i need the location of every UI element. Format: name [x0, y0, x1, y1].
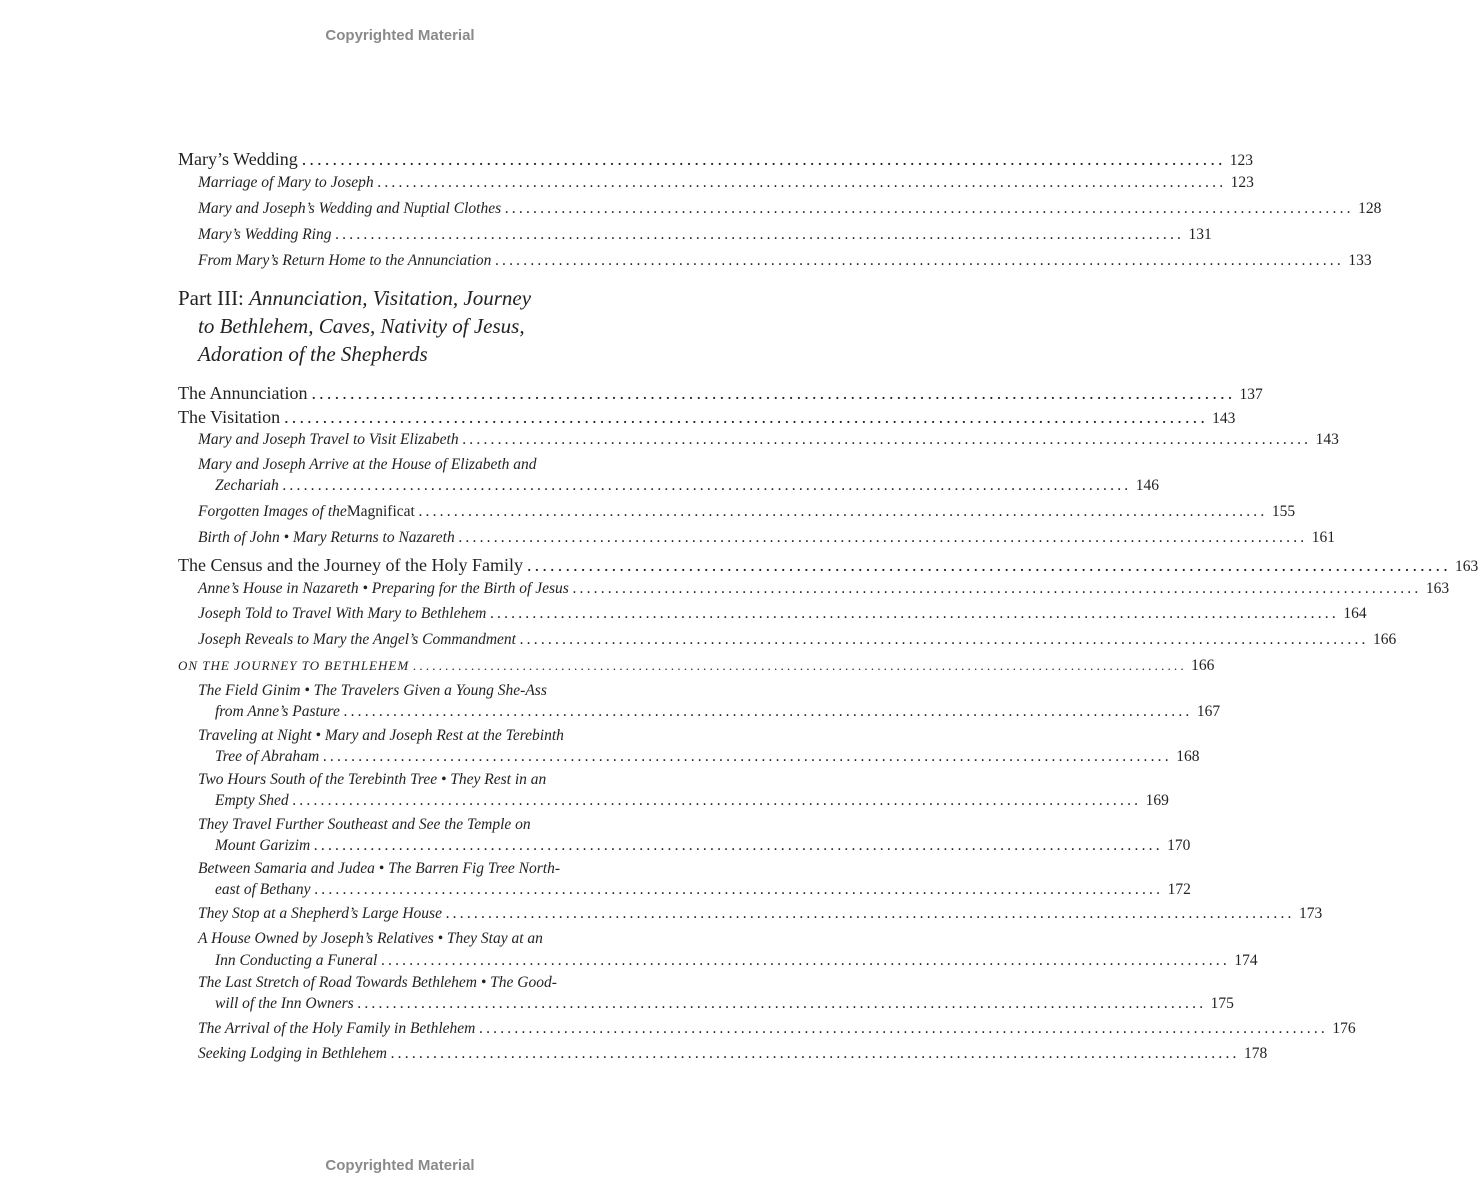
toc-entry[interactable]	[198, 860, 645, 878]
dot-leader: ........................................................................................................................	[413, 658, 1188, 673]
toc-page-number: 137	[1239, 386, 1263, 403]
toc-entry-title: The Visitation	[178, 407, 281, 427]
toc-entry[interactable]	[198, 682, 645, 700]
toc-entry-title: The Field Ginim • The Travelers Given a Young She-Ass	[198, 682, 547, 699]
dot-leader: ........................................................................................................................	[343, 703, 1193, 720]
toc-entry[interactable]	[198, 252, 1372, 270]
toc-page-number: 175	[1210, 995, 1234, 1012]
toc-entry[interactable]	[198, 503, 1296, 521]
dot-leader: ........................................................................................................................	[390, 1045, 1240, 1062]
toc-entry[interactable]	[215, 792, 1169, 810]
dot-leader: ........................................................................................................................	[519, 631, 1369, 648]
dot-leader: ........................................................................................................................	[418, 503, 1268, 520]
toc-page-number: 128	[1358, 200, 1382, 217]
toc-page-number: 166	[1191, 657, 1215, 674]
toc-entry[interactable]	[198, 974, 645, 992]
toc-entry[interactable]	[215, 748, 1200, 766]
dot-leader: ........................................................................................................................	[284, 407, 1209, 427]
toc-page-number: 123	[1230, 174, 1254, 191]
toc-page-number: 155	[1271, 503, 1296, 520]
part-prefix: Part III:	[178, 286, 250, 310]
toc-entry[interactable]	[198, 727, 645, 745]
part-title-line: Annunciation, Visitation, Journey	[249, 286, 532, 310]
toc-entry-title: Zechariah	[215, 477, 279, 494]
toc-page-number: 178	[1243, 1045, 1268, 1062]
toc-entry-title: They Stop at a Shepherd’s Large House	[198, 905, 442, 922]
toc-entry-title: Marriage of Mary to Joseph	[198, 174, 374, 191]
toc-entry-title: from Anne’s Pasture	[215, 703, 340, 720]
toc-entry-title: Forgotten Images of the	[198, 503, 347, 520]
toc-page-number: 146	[1135, 477, 1159, 494]
toc-entry-title: Mary’s Wedding Ring	[198, 226, 332, 243]
toc-entry[interactable]	[198, 226, 1212, 244]
toc-entry[interactable]	[198, 605, 1367, 623]
toc-page-number: 164	[1343, 605, 1367, 622]
toc-page-number: 163	[1425, 580, 1450, 597]
toc-entry-title: Anne’s House in Nazareth • Preparing for the Birth of Jesus	[198, 580, 569, 597]
toc-entry[interactable]	[178, 149, 1253, 170]
toc-entry-title: east of Bethany	[215, 881, 311, 898]
toc-entry-title: They Travel Further Southeast and See the Temple on	[198, 816, 531, 833]
dot-leader: ........................................................................................................................	[335, 226, 1185, 243]
toc-entry[interactable]	[178, 407, 1236, 428]
toc-page-number: 143	[1315, 431, 1339, 448]
dot-leader: ........................................................................................................................	[458, 529, 1308, 546]
dot-leader: ........................................................................................................................	[314, 837, 1164, 854]
toc-page-number: 163	[1454, 558, 1478, 575]
toc-entry[interactable]	[215, 477, 1159, 495]
toc-entry-title: The Census and the Journey of the Holy Family	[178, 555, 523, 575]
toc-entry-title: Two Hours South of the Terebinth Tree • They Rest in an	[198, 771, 547, 788]
toc-entry[interactable]	[198, 174, 1254, 192]
toc-entry-title: Between Samaria and Judea • The Barren Fig Tree North-	[198, 860, 561, 877]
toc-entry-title: Mount Garizim	[215, 837, 311, 854]
toc-entry-title: Mary and Joseph Arrive at the House of Elizabeth and	[198, 456, 537, 473]
dot-leader: ........................................................................................................................	[479, 1020, 1329, 1037]
toc-entry-title: Tree of Abraham	[215, 748, 320, 765]
toc-page-number: 167	[1196, 703, 1221, 720]
toc-entry[interactable]	[215, 995, 1234, 1013]
toc-page-number: 173	[1298, 905, 1323, 922]
toc-entry-title: Seeking Lodging in Bethlehem	[198, 1045, 387, 1062]
toc-entry[interactable]	[198, 631, 1397, 649]
toc-entry[interactable]	[198, 200, 1382, 218]
dot-leader: ........................................................................................................................	[495, 252, 1345, 269]
toc-entry-title: ON THE JOURNEY TO BETHLEHEM	[178, 658, 410, 673]
dot-leader: ........................................................................................................................	[490, 605, 1340, 622]
toc-entry-title: Traveling at Night • Mary and Joseph Rest at the Terebinth	[198, 727, 564, 744]
toc-entry[interactable]	[198, 905, 1323, 923]
toc-entry-title: Empty Shed	[215, 792, 289, 809]
part-heading	[178, 284, 531, 368]
dot-leader: ........................................................................................................................	[311, 383, 1236, 403]
toc-entry-title: Joseph Reveals to Mary the Angel’s Commandment	[198, 631, 516, 648]
toc-entry[interactable]	[215, 837, 1191, 855]
toc-entry[interactable]	[215, 881, 1191, 899]
toc-entry-title: The Annunciation	[178, 383, 308, 403]
toc-entry[interactable]	[178, 555, 1478, 576]
dot-leader: ........................................................................................................................	[377, 174, 1227, 191]
toc-entry[interactable]	[198, 1045, 1268, 1063]
dot-leader: ........................................................................................................................	[282, 477, 1132, 494]
dot-leader: ........................................................................................................................	[357, 995, 1207, 1012]
dot-leader: ........................................................................................................................	[323, 748, 1173, 765]
toc-page-number: 123	[1229, 152, 1253, 169]
dot-leader: ........................................................................................................................	[301, 149, 1226, 169]
toc-entry[interactable]	[178, 657, 1215, 675]
toc-entry[interactable]	[198, 816, 645, 834]
toc-entry-title: The Last Stretch of Road Towards Bethlehem • The Good-	[198, 974, 557, 991]
toc-entry[interactable]	[198, 580, 1450, 598]
toc-page-number: 131	[1188, 226, 1212, 243]
toc-page-number: 172	[1167, 881, 1191, 898]
dot-leader: ........................................................................................................................	[292, 792, 1142, 809]
toc-entry[interactable]	[215, 952, 1258, 970]
toc-page-number: 161	[1311, 529, 1335, 546]
dot-leader: ........................................................................................................................	[314, 881, 1164, 898]
toc-page-number: 143	[1212, 410, 1236, 427]
part-title-line: to Bethlehem, Caves, Nativity of Jesus,	[198, 314, 525, 338]
toc-page-number: 166	[1372, 631, 1397, 648]
toc-entry-title-roman: Magnificat	[346, 503, 415, 520]
toc-entry-title: will of the Inn Owners	[215, 995, 354, 1012]
toc-entry[interactable]	[198, 930, 645, 948]
toc-entry[interactable]	[198, 431, 1339, 449]
toc-page-number: 170	[1167, 837, 1191, 854]
toc-entry-title: The Arrival of the Holy Family in Bethlehem	[198, 1020, 476, 1037]
toc-page-number: 169	[1145, 792, 1169, 809]
toc-entry-title: Joseph Told to Travel With Mary to Bethlehem	[198, 605, 487, 622]
toc-entry-title: Inn Conducting a Funeral	[215, 952, 378, 969]
toc-page-number: 174	[1234, 952, 1258, 969]
toc-entry[interactable]	[198, 1020, 1356, 1038]
toc-entry[interactable]	[178, 383, 1263, 404]
copyright-watermark-bottom: Copyrighted Material	[325, 1157, 475, 1174]
toc-page-number: 176	[1332, 1020, 1356, 1037]
toc-entry[interactable]	[198, 456, 645, 474]
toc-entry[interactable]	[215, 703, 1221, 721]
dot-leader: ........................................................................................................................	[505, 200, 1355, 217]
dot-leader: ........................................................................................................................	[572, 580, 1422, 597]
part-title-line: Adoration of the Shepherds	[198, 342, 428, 366]
toc-entry-title: Mary and Joseph Travel to Visit Elizabeth	[198, 431, 459, 448]
toc-entry-title: Birth of John • Mary Returns to Nazareth	[198, 529, 455, 546]
dot-leader: ........................................................................................................................	[526, 555, 1451, 575]
toc-entry[interactable]	[198, 529, 1335, 547]
dot-leader: ........................................................................................................................	[445, 905, 1295, 922]
copyright-watermark-top: Copyrighted Material	[325, 27, 475, 44]
toc-page-number: 133	[1348, 252, 1372, 269]
toc-entry-title: Mary’s Wedding	[178, 149, 298, 169]
dot-leader: ........................................................................................................................	[381, 952, 1231, 969]
toc-page-number: 168	[1176, 748, 1200, 765]
toc-entry-title: A House Owned by Joseph’s Relatives • They Stay at an	[198, 930, 543, 947]
toc-entry-title: Mary and Joseph’s Wedding and Nuptial Clothes	[198, 200, 502, 217]
dot-leader: ........................................................................................................................	[462, 431, 1312, 448]
toc-entry[interactable]	[198, 771, 645, 789]
toc-entry-title: From Mary’s Return Home to the Annunciation	[198, 252, 492, 269]
